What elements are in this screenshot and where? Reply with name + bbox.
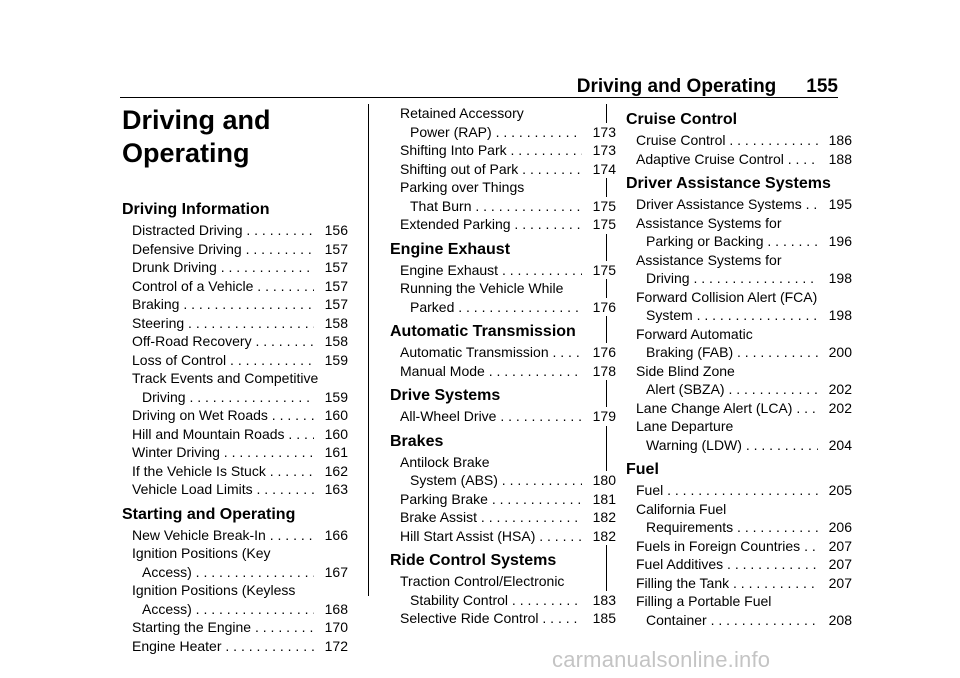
toc-entry-title: Hill and Mountain Roads . . .	[132, 425, 314, 444]
toc-entry[interactable]	[626, 399, 852, 418]
toc-entry-page-number: 175	[584, 215, 616, 234]
toc-entry[interactable]	[390, 527, 616, 546]
toc-entry-title-line: Assistance Systems for	[636, 214, 782, 231]
toc-entry-page-number: 157	[316, 295, 348, 314]
toc-entry-title-line: Ignition Positions (Keyless	[132, 582, 296, 598]
toc-entry-page-number: 186	[820, 131, 852, 150]
toc-entry-page-number: 159	[316, 351, 348, 370]
toc-entry-title-line: Ignition Positions (Key	[132, 545, 271, 561]
toc-entry[interactable]	[626, 592, 852, 629]
toc-entry[interactable]	[122, 295, 348, 314]
toc-entry-title: Extended Parking . . .	[400, 215, 582, 234]
toc-entry-page-number: 208	[820, 611, 852, 630]
toc-entry[interactable]	[390, 178, 616, 215]
toc-sections	[626, 110, 852, 629]
toc-entry-page-number: 181	[584, 490, 616, 509]
toc-entry-title: Parking Brake . . .	[400, 490, 582, 509]
toc-entry[interactable]	[626, 362, 852, 399]
toc-entry[interactable]	[626, 288, 852, 325]
toc-entry[interactable]	[122, 258, 348, 277]
toc-entry[interactable]	[390, 508, 616, 527]
toc-entry-title: Off-Road Recovery . . .	[132, 332, 314, 351]
toc-entry[interactable]	[122, 277, 348, 296]
toc-entry-title: Shifting out of Park . . .	[400, 160, 582, 179]
toc-entry[interactable]	[122, 369, 348, 406]
toc-entry[interactable]	[626, 481, 852, 500]
toc-entry-title: Steering . . .	[132, 314, 314, 333]
toc-entry-title-line: Lane Departure	[636, 418, 734, 434]
toc-entry[interactable]	[390, 160, 616, 179]
toc-entry-page-number: 157	[316, 258, 348, 277]
toc-entry-page-number: 185	[584, 609, 616, 628]
toc-section-heading: Cruise Control	[626, 111, 738, 128]
toc-entry-page-number: 173	[584, 141, 616, 160]
toc-entry[interactable]	[122, 443, 348, 462]
toc-entry-page-number: 162	[316, 462, 348, 481]
toc-entry-title: Requirements . . .	[636, 518, 818, 537]
toc-entry-title: Access) . . .	[132, 563, 314, 582]
toc-entry[interactable]	[390, 609, 616, 628]
toc-entry[interactable]	[390, 279, 616, 316]
toc-entry[interactable]	[122, 618, 348, 637]
toc-entry-page-number: 163	[316, 480, 348, 499]
toc-section-heading: Fuel	[626, 461, 659, 478]
toc-entry-title-line: Assistance Systems for	[636, 251, 782, 268]
toc-entry-page-number: 176	[584, 343, 616, 362]
page-header	[120, 68, 838, 98]
toc-entry-page-number: 202	[820, 380, 852, 399]
toc-entry-title: Filling the Tank . . .	[636, 574, 818, 593]
toc-entry-page-number: 172	[316, 637, 348, 656]
chapter-title	[122, 104, 348, 170]
toc-entry-title: Drunk Driving . . .	[132, 258, 314, 277]
toc-entry-page-number: 158	[316, 332, 348, 351]
toc-entry-title: Engine Heater . . .	[132, 637, 314, 656]
toc-entry-page-number: 207	[820, 574, 852, 593]
toc-entry-page-number: 157	[316, 240, 348, 259]
toc-entry[interactable]	[390, 343, 616, 362]
toc-entry-page-number: 174	[584, 160, 616, 179]
toc-entry-page-number: 159	[316, 388, 348, 407]
toc-entry-page-number: 176	[584, 298, 616, 317]
toc-entry[interactable]	[626, 131, 852, 150]
toc-entry-title: Hill Start Assist (HSA) . . .	[400, 527, 582, 546]
header-rule	[120, 97, 838, 98]
toc-entry[interactable]	[626, 325, 852, 362]
toc-entry-title: All-Wheel Drive . . .	[400, 407, 582, 426]
toc-entry-page-number: 168	[316, 600, 348, 619]
toc-entry-title-line: Traction Control/Electronic	[400, 573, 565, 589]
toc-entry-page-number: 179	[584, 407, 616, 426]
toc-entry-page-number: 198	[820, 269, 852, 288]
toc-entry-title: Cruise Control . . .	[636, 131, 818, 150]
toc-entry-title: New Vehicle Break-In . . .	[132, 526, 314, 545]
toc-entry-title: Defensive Driving . . .	[132, 240, 314, 259]
toc-entry-title: Driver Assistance Systems . . .	[636, 195, 818, 214]
toc-entry-title: Access) . . .	[132, 600, 314, 619]
toc-entry-page-number: 180	[584, 471, 616, 490]
toc-entry[interactable]	[390, 407, 616, 426]
toc-entry-page-number: 207	[820, 537, 852, 556]
toc-entry[interactable]	[390, 215, 616, 234]
toc-entry-title-line: Parking over Things	[400, 179, 525, 195]
toc-entry-title: Alert (SBZA) . . .	[636, 380, 818, 399]
toc-entry-title: Engine Exhaust . . .	[400, 261, 582, 280]
toc-entry-title: Shifting Into Park . . .	[400, 141, 582, 160]
toc-entry-title: Fuel . . .	[636, 481, 818, 500]
toc-entry-title: Braking . . .	[132, 295, 314, 314]
toc-entry-title: Fuels in Foreign Countries . . .	[636, 537, 818, 556]
toc-entry-title: Distracted Driving . . .	[132, 221, 314, 240]
toc-entry-title: Automatic Transmission . . .	[400, 343, 582, 362]
toc-entry-title: Parking or Backing . . .	[636, 232, 818, 251]
toc-entry-page-number: 175	[584, 261, 616, 280]
toc-entry-title-line: California Fuel	[636, 500, 727, 517]
toc-entry[interactable]	[122, 637, 348, 656]
toc-entry-title-line: Filling a Portable Fuel	[636, 593, 772, 609]
toc-entry-title: Vehicle Load Limits . . .	[132, 480, 314, 499]
toc-entry-page-number: 196	[820, 232, 852, 251]
toc-entry-page-number: 182	[584, 508, 616, 527]
toc-entry-page-number: 173	[584, 123, 616, 142]
toc-entry-title: Braking (FAB) . . .	[636, 343, 818, 362]
toc-entry-title: Driving . . .	[636, 269, 818, 288]
toc-section-heading: Driving Information	[122, 201, 270, 218]
toc-entry-page-number: 202	[820, 399, 852, 418]
toc-entry-title: System (ABS) . . .	[400, 471, 582, 490]
column-divider	[368, 104, 369, 596]
toc-entry-title: That Burn . . .	[400, 197, 582, 216]
toc-entry-page-number: 195	[820, 195, 852, 214]
toc-entry[interactable]	[122, 332, 348, 351]
header-page-number: 155	[806, 76, 838, 97]
toc-entry[interactable]	[390, 104, 616, 141]
toc-entry-title: Starting the Engine . . .	[132, 618, 314, 637]
toc-column-3	[626, 104, 852, 629]
toc-entry-title-line: Forward Automatic	[636, 325, 753, 342]
toc-entry-title: System . . .	[636, 306, 818, 325]
toc-entry-page-number: 207	[820, 555, 852, 574]
toc-section-heading: Engine Exhaust	[390, 240, 511, 258]
toc-entry-page-number: 166	[316, 526, 348, 545]
toc-entry[interactable]	[390, 490, 616, 509]
toc-entry[interactable]	[390, 572, 616, 609]
toc-entry[interactable]	[122, 581, 348, 618]
toc-entry-page-number: 158	[316, 314, 348, 333]
toc-entry[interactable]	[626, 251, 852, 288]
toc-section-heading: Automatic Transmission	[390, 323, 576, 340]
toc-entry[interactable]	[626, 500, 852, 537]
toc-entry[interactable]	[626, 555, 852, 574]
chapter-title-line: Operating	[122, 138, 250, 168]
toc-entry-page-number: 182	[584, 527, 616, 546]
toc-entry-page-number: 204	[820, 436, 852, 455]
header-section-title: Driving and Operating	[576, 76, 777, 97]
toc-entry-title: Adaptive Cruise Control . . .	[636, 150, 818, 169]
toc-entry[interactable]	[626, 214, 852, 251]
toc-entry[interactable]	[626, 417, 852, 454]
toc-section-heading: Drive Systems	[390, 387, 501, 404]
toc-entry[interactable]	[626, 150, 852, 169]
toc-entry-page-number: 160	[316, 406, 348, 425]
toc-entry-page-number: 206	[820, 518, 852, 537]
toc-entry-page-number: 157	[316, 277, 348, 296]
toc-entry[interactable]	[122, 544, 348, 581]
toc-entry[interactable]	[122, 462, 348, 481]
toc-entry-title: Driving on Wet Roads . . .	[132, 406, 314, 425]
toc-entry-title-line: Track Events and Competitive	[132, 370, 319, 386]
toc-entry-page-number: 170	[316, 618, 348, 637]
toc-entry-page-number: 161	[316, 443, 348, 462]
toc-section-heading: Brakes	[390, 432, 444, 450]
toc-entry-title-line: Side Blind Zone	[636, 362, 735, 379]
toc-entry[interactable]	[390, 261, 616, 280]
toc-entry-title: Parked . . .	[400, 298, 582, 317]
toc-entry-title-line: Forward Collision Alert (FCA)	[636, 288, 818, 305]
toc-entry[interactable]	[122, 526, 348, 545]
toc-entry-title-line: Retained Accessory	[400, 105, 524, 121]
toc-entry[interactable]	[122, 240, 348, 259]
toc-entry-page-number: 205	[820, 481, 852, 500]
toc-section-heading: Starting and Operating	[122, 505, 296, 523]
toc-entry-title-line: Running the Vehicle While	[400, 280, 564, 296]
toc-entry-title: Winter Driving . . .	[132, 443, 314, 462]
watermark: carmanualsonline.info	[552, 647, 771, 672]
toc-entry[interactable]	[390, 141, 616, 160]
toc-entry-page-number: 178	[584, 362, 616, 381]
toc-entry-title: If the Vehicle Is Stuck . . .	[132, 462, 314, 481]
toc-entry[interactable]	[122, 480, 348, 499]
toc-entry-title: Power (RAP) . . .	[400, 123, 582, 142]
toc-entry-title-line: Antilock Brake	[400, 453, 490, 470]
toc-entry-page-number: 156	[316, 221, 348, 240]
toc-entry-title: Manual Mode . . .	[400, 362, 582, 381]
toc-entry[interactable]	[122, 221, 348, 240]
toc-entry-title: Lane Change Alert (LCA) . . .	[636, 399, 818, 418]
chapter-title-line: Driving and	[122, 105, 271, 135]
toc-column-1	[122, 104, 348, 655]
toc-entry-title: Control of a Vehicle . . .	[132, 277, 314, 296]
toc-entry-title: Driving . . .	[132, 388, 314, 407]
toc-entry-page-number: 160	[316, 425, 348, 444]
toc-sections	[122, 200, 348, 655]
toc-entry[interactable]	[122, 314, 348, 333]
toc-entry[interactable]	[122, 425, 348, 444]
toc-entry[interactable]	[390, 362, 616, 381]
toc-entry[interactable]	[122, 351, 348, 370]
toc-entry-page-number: 167	[316, 563, 348, 582]
toc-entry[interactable]	[626, 574, 852, 593]
toc-column-2	[390, 104, 616, 628]
toc-entry-title: Warning (LDW) . . .	[636, 436, 818, 455]
toc-entry[interactable]	[626, 195, 852, 214]
toc-section-heading: Driver Assistance Systems	[626, 175, 831, 192]
toc-entry-page-number: 198	[820, 306, 852, 325]
toc-entry[interactable]	[626, 537, 852, 556]
toc-entry-title: Stability Control . . .	[400, 591, 582, 610]
toc-entry-page-number: 183	[584, 591, 616, 610]
toc-entry-title: Fuel Additives . . .	[636, 555, 818, 574]
toc-entry-title: Brake Assist . . .	[400, 508, 582, 527]
toc-section-heading: Ride Control Systems	[390, 552, 557, 569]
toc-entry[interactable]	[390, 453, 616, 490]
toc-sections	[390, 104, 616, 628]
toc-entry-page-number: 175	[584, 197, 616, 216]
toc-entry-title: Selective Ride Control . . .	[400, 609, 582, 628]
toc-entry-page-number: 200	[820, 343, 852, 362]
toc-entry-title: Container . . .	[636, 611, 818, 630]
toc-entry-title: Loss of Control . . .	[132, 351, 314, 370]
toc-entry-page-number: 188	[820, 150, 852, 169]
toc-entry[interactable]	[122, 406, 348, 425]
